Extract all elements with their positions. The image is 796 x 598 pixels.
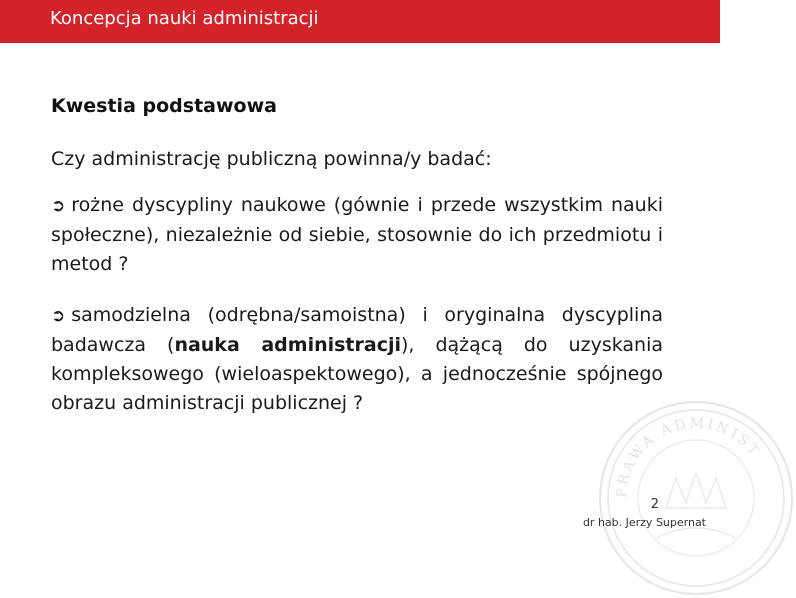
page-number: 2 — [650, 497, 659, 512]
footer-author: dr hab. Jerzy Supernat — [582, 516, 706, 529]
seal-text: PRAWA ADMINIST — [613, 415, 764, 499]
bullet-2-text-post: ), dążącą do uzyskania kompleksowego (wieloaspektowego), a jednocześnie spójnego obrazu administracji publicznej ? — [51, 334, 663, 414]
university-seal-watermark-icon — [596, 398, 796, 598]
intro-question: Czy administrację publiczną powinna/y badać: — [51, 148, 492, 170]
bullet-item-2 — [51, 301, 663, 418]
bullet-2-text-pre: samodzielna (odrębna/samoistna) i oryginalna dyscyplina badawcza ( — [51, 304, 663, 356]
title-bar — [0, 0, 720, 43]
bullet-2-text-bold: nauka administracji — [174, 334, 401, 356]
arrow-bullet-icon: ➲ — [51, 196, 66, 216]
bullet-1-text: rożne dyscypliny naukowe (gównie i przede wszystkim nauki społeczne), niezależnie od siebie, stosownie do ich przedmiotu i metod ? — [51, 194, 663, 275]
arrow-bullet-icon: ➲ — [51, 306, 66, 326]
bullet-item-1 — [51, 191, 663, 279]
section-heading: Kwestia podstawowa — [51, 95, 277, 117]
slide-title: Koncepcja nauki administracji — [50, 8, 319, 29]
